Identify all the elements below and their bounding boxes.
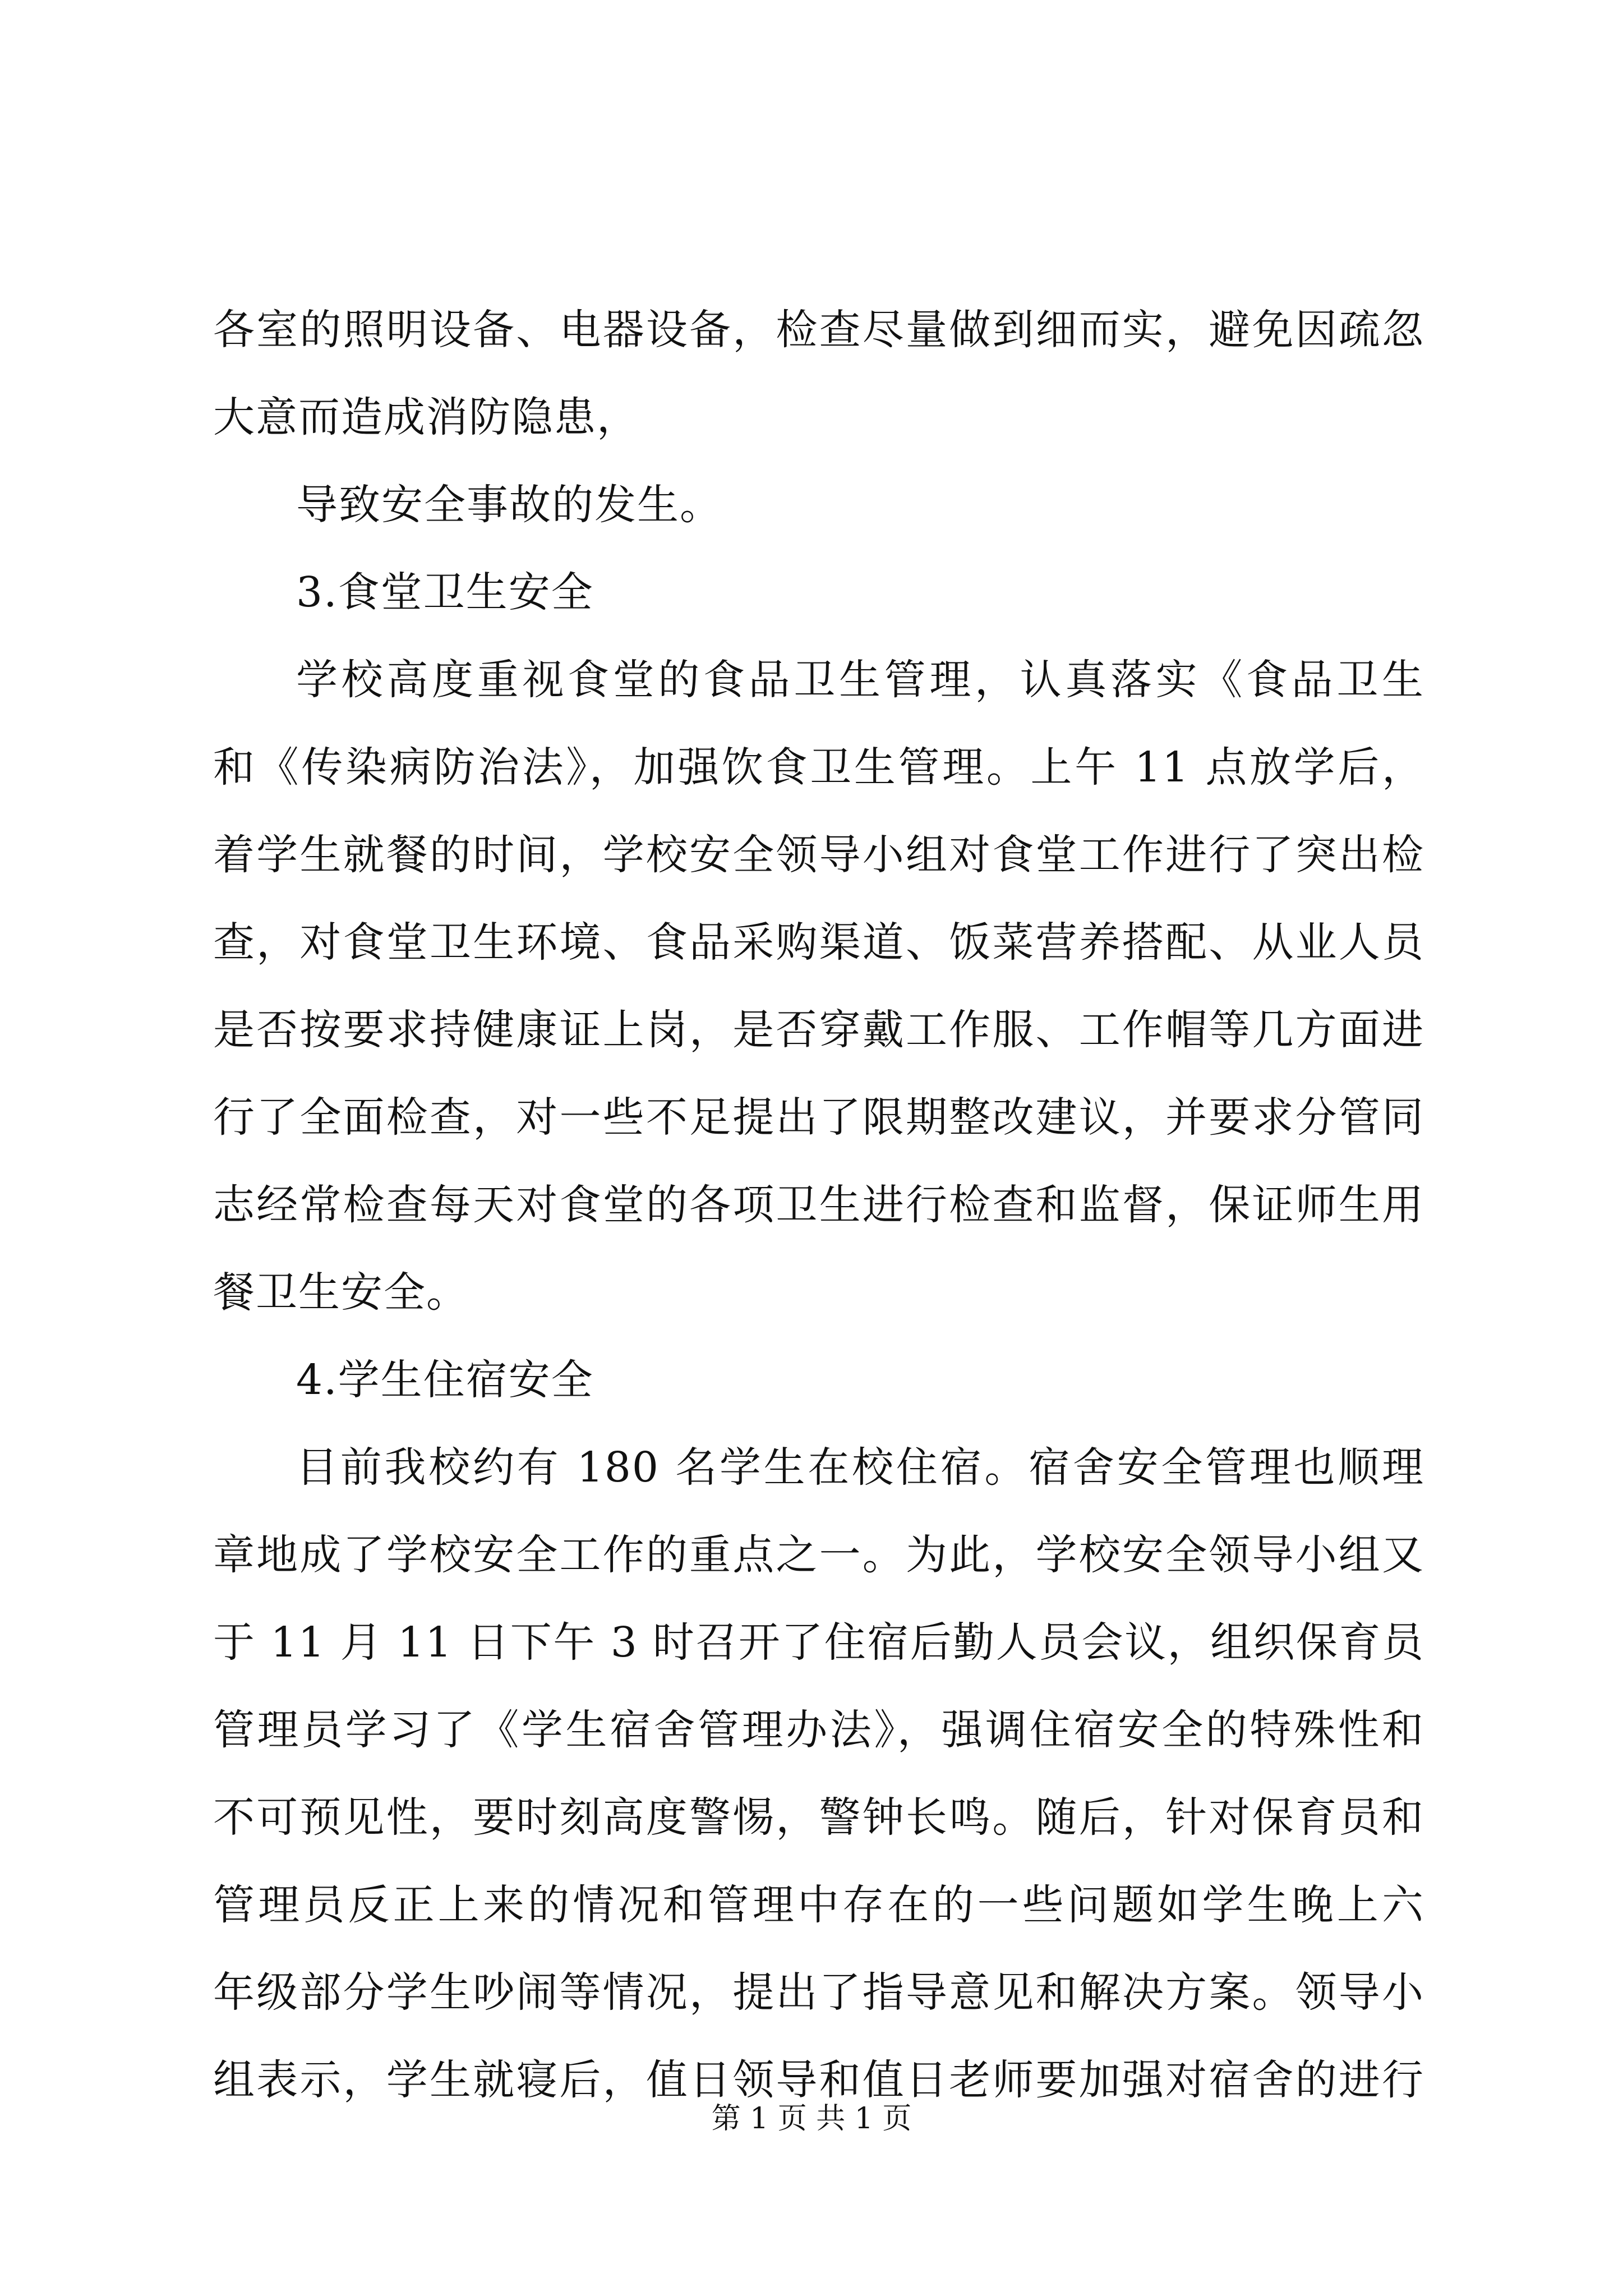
text-line: 查，对食堂卫生环境、食品采购渠道、饭菜营养搭配、从业人员	[213, 918, 1424, 967]
text-line: 年级部分学生吵闹等情况，提出了指导意见和解决方案。领导小	[213, 1968, 1424, 2017]
text-line: 志经常检查每天对食堂的各项卫生进行检查和监督，保证师生用	[213, 1181, 1424, 1229]
text-line: 餐卫生安全。	[213, 1268, 469, 1317]
page-footer: 第 1 页 共 1 页	[711, 2102, 912, 2136]
text-line: 组表示，学生就寝后，值日领导和值日老师要加强对宿舍的进行	[213, 2056, 1424, 2104]
text-line: 着学生就餐的时间，学校安全领导小组对食堂工作进行了突出检	[213, 831, 1424, 879]
text-line: 导致安全事故的发生。	[296, 481, 722, 529]
document-body	[213, 286, 1424, 2124]
section-heading: 3.食堂卫生安全	[296, 568, 594, 616]
text-line: 于 11 月 11 日下午 3 时召开了住宿后勤人员会议，组织保育员	[213, 1618, 1424, 1667]
section-heading: 4.学生住宿安全	[296, 1356, 594, 1404]
text-line: 管理员反正上来的情况和管理中存在的一些问题如学生晚上六	[213, 1881, 1424, 1929]
text-line: 各室的照明设备、电器设备，检查尽量做到细而实，避免因疏忽	[213, 306, 1424, 354]
text-line: 不可预见性，要时刻高度警惕，警钟长鸣。随后，针对保育员和	[213, 1793, 1424, 1842]
text-line: 是否按要求持健康证上岗，是否穿戴工作服、工作帽等几方面进	[213, 1006, 1424, 1054]
text-line: 大意而造成消防隐患，	[213, 393, 639, 441]
text-line: 学校高度重视食堂的食品卫生管理，认真落实《食品卫生	[296, 656, 1424, 704]
text-line: 和《传染病防治法》，加强饮食卫生管理。上午 11 点放学后，	[213, 743, 1424, 792]
text-line: 章地成了学校安全工作的重点之一。为此，学校安全领导小组又	[213, 1531, 1424, 1579]
text-line: 目前我校约有 180 名学生在校住宿。宿舍安全管理也顺理	[296, 1443, 1424, 1492]
text-line: 管理员学习了《学生宿舍管理办法》，强调住宿安全的特殊性和	[213, 1706, 1424, 1754]
text-line: 行了全面检查，对一些不足提出了限期整改建议，并要求分管同	[213, 1093, 1424, 1142]
